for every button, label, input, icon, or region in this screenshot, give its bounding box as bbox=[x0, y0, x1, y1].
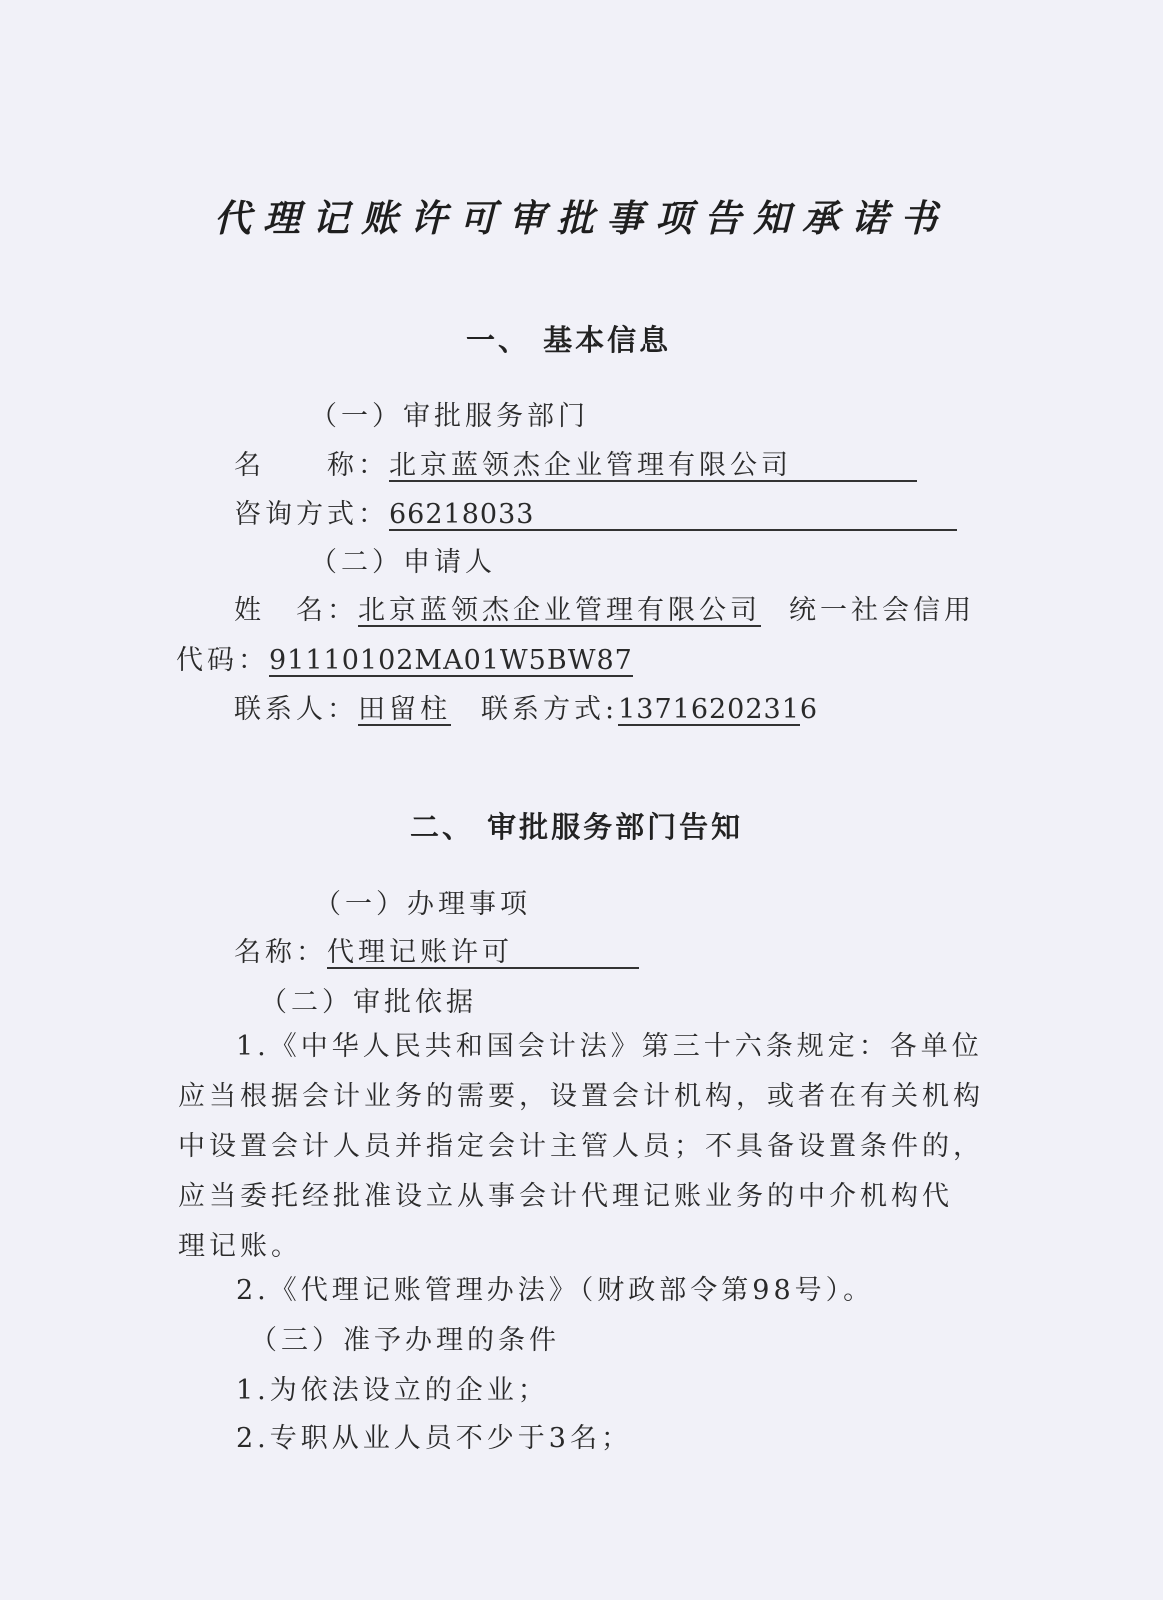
section2-heading: 二、 审批服务部门告知 bbox=[410, 810, 744, 844]
basis1-line: 应当根据会计业务的需要，设置会计机构，或者在有关机构 bbox=[178, 1081, 984, 1112]
section2-sub2: （二）审批依据 bbox=[260, 987, 477, 1018]
credit-code-row bbox=[176, 638, 633, 677]
credit-label-part2: 代码： bbox=[176, 645, 269, 676]
item-name-label: 名称： bbox=[234, 937, 327, 968]
applicant-label: 姓 名： bbox=[234, 595, 358, 626]
section1-heading: 一、 基本信息 bbox=[466, 323, 672, 357]
condition-1: 1.为依法设立的企业； bbox=[236, 1375, 549, 1406]
condition-2: 2.专职从业人员不少于3名； bbox=[236, 1423, 632, 1454]
section2-sub1: （一）办理事项 bbox=[314, 889, 531, 920]
credit-label-part1: 统一社会信用 bbox=[789, 595, 975, 626]
contact-phone-value: 13716202316 bbox=[618, 694, 819, 725]
section2-sub3: （三）准予办理的条件 bbox=[250, 1325, 560, 1356]
document-title: 代理记账许可审批事项告知承诺书 bbox=[214, 196, 949, 240]
basis1-line: 理记账。 bbox=[178, 1231, 302, 1262]
contact-person-label: 联系人： bbox=[234, 694, 358, 725]
applicant-row bbox=[234, 588, 975, 627]
dept-name-value: 北京蓝领杰企业管理有限公司 bbox=[389, 452, 917, 482]
contact-person-row bbox=[234, 687, 819, 726]
basis1-line: 应当委托经批准设立从事会计代理记账业务的中介机构代 bbox=[178, 1181, 953, 1212]
dept-contact-value: 66218033 bbox=[389, 501, 957, 531]
item-name-value: 代理记账许可 bbox=[327, 939, 639, 969]
dept-contact-label: 咨询方式： bbox=[234, 499, 389, 530]
applicant-value: 北京蓝领杰企业管理有限公司 bbox=[358, 595, 761, 626]
basis1-line: 中设置会计人员并指定会计主管人员；不具备设置条件的， bbox=[178, 1131, 984, 1162]
basis1-paragraph bbox=[178, 1022, 984, 1272]
contact-phone-label: 联系方式: bbox=[481, 694, 619, 725]
basis2-line: 2.《代理记账管理办法》（财政部令第98号）。 bbox=[236, 1275, 875, 1306]
basis1-line: 1.《中华人民共和国会计法》第三十六条规定：各单位 bbox=[236, 1031, 983, 1062]
section1-sub2: （二）申请人 bbox=[310, 547, 496, 578]
dept-name-row bbox=[234, 443, 917, 482]
item-name-row bbox=[234, 930, 639, 969]
section1-sub1: （一）审批服务部门 bbox=[310, 401, 589, 432]
dept-name-label: 名 称： bbox=[234, 450, 389, 481]
contact-person-value: 田留柱 bbox=[358, 694, 451, 725]
credit-code-value: 91110102MA01W5BW87 bbox=[269, 645, 633, 676]
dept-contact-row bbox=[234, 492, 957, 531]
